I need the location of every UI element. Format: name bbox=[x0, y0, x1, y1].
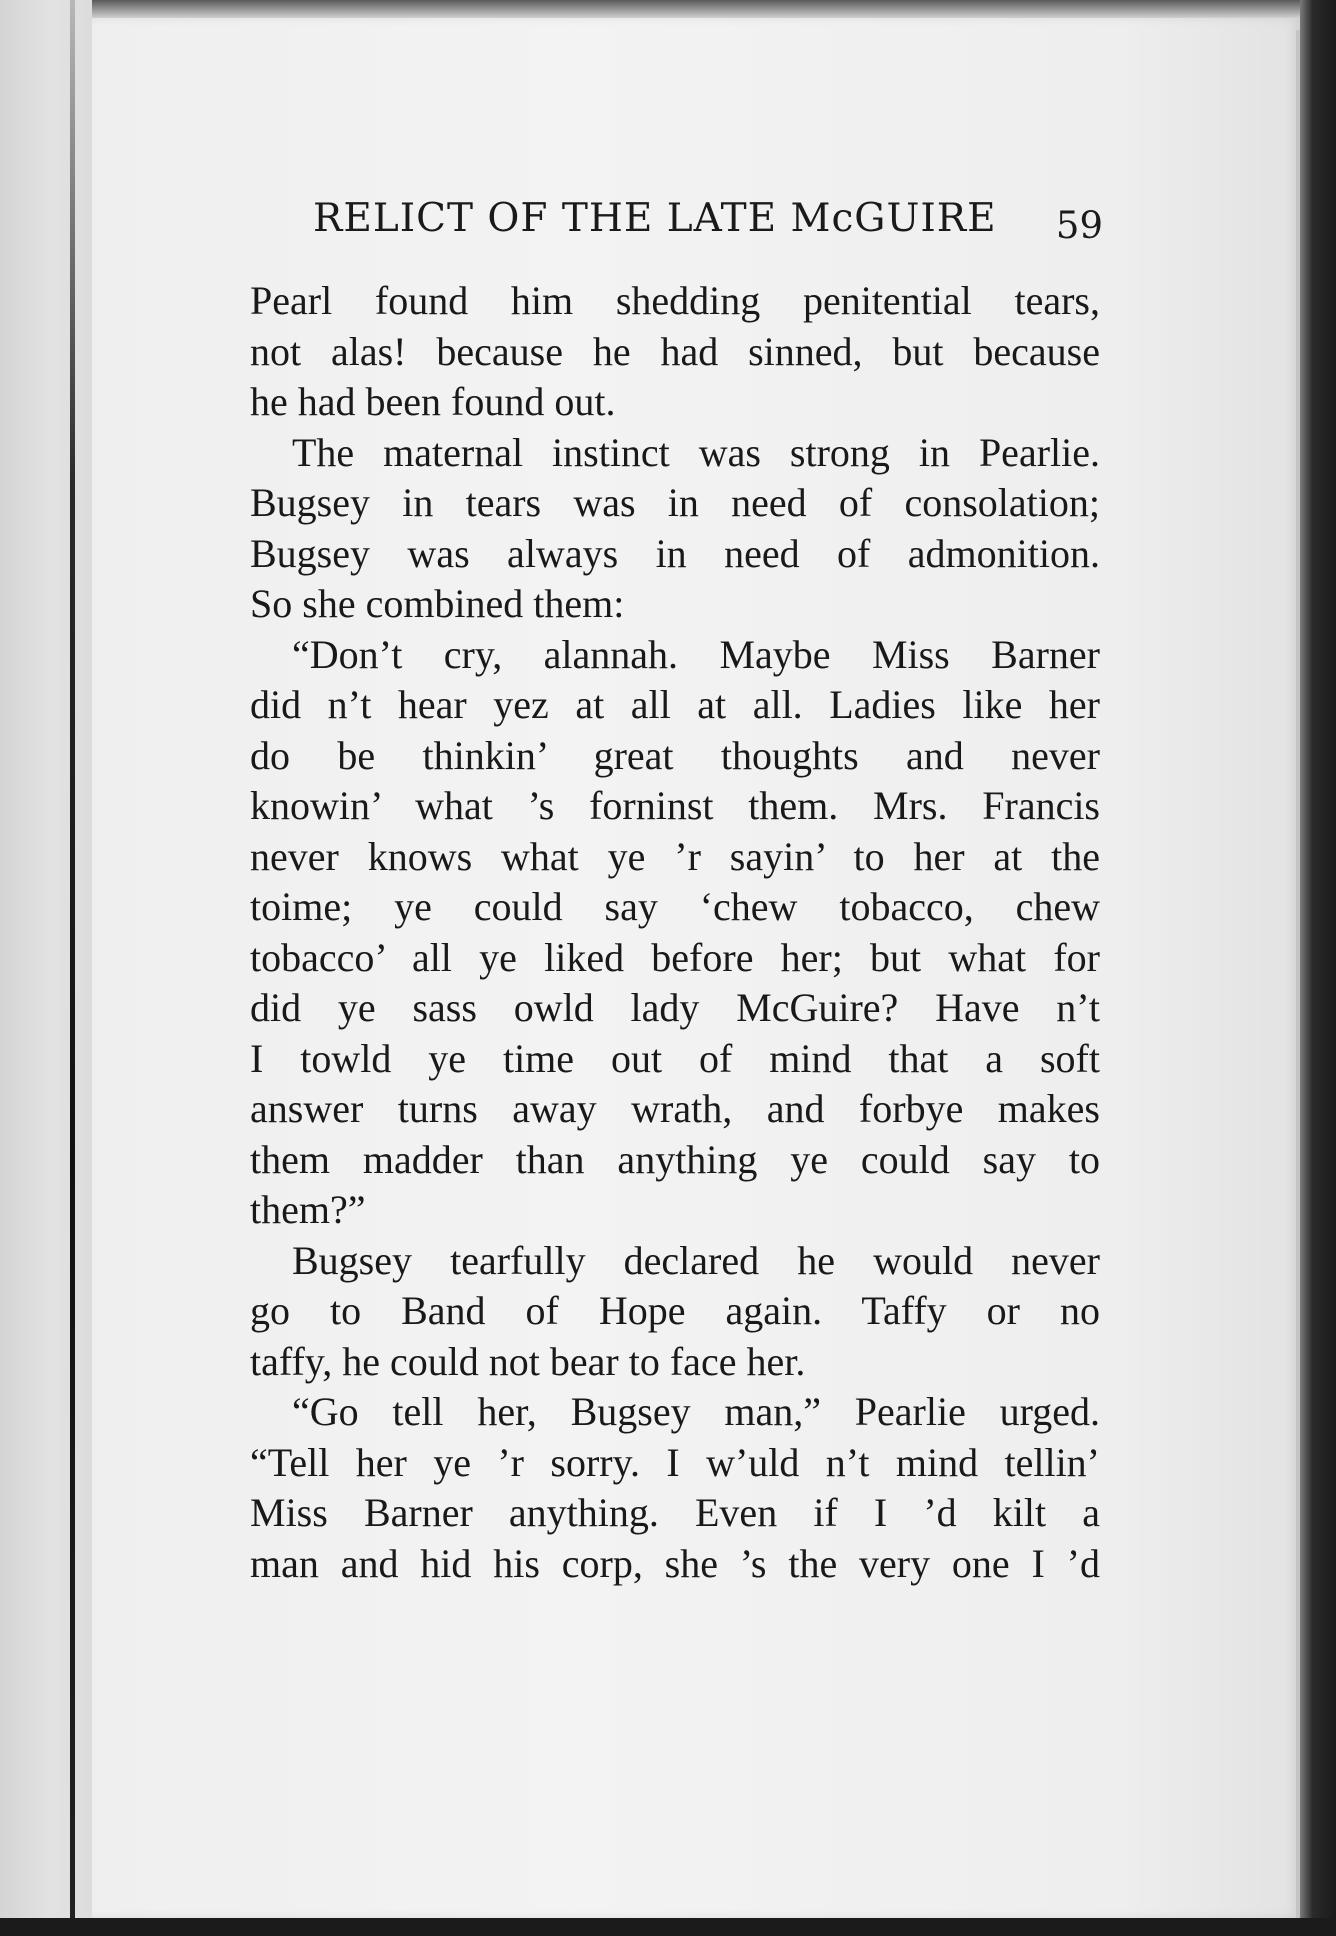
text-line: tobacco’ all ye liked before her; but what for bbox=[250, 934, 1100, 980]
text-line: go to Band of Hope again. Taffy or no bbox=[250, 1288, 1100, 1333]
text-line: “Go tell her, Bugsey man,” Pearlie urged. bbox=[292, 1389, 1100, 1434]
text-line: Bugsey was always in need of admonition. bbox=[250, 530, 1100, 576]
text-line: The maternal instinct was strong in Pearlie. bbox=[292, 429, 1100, 475]
text-line: taffy, he could not bear to face her. bbox=[250, 1338, 806, 1384]
text-line: he had been found out. bbox=[250, 379, 616, 424]
text-line: them madder than anything ye could say to bbox=[250, 1136, 1100, 1182]
text-line: did n’t hear yez at all at all. Ladies like her bbox=[250, 682, 1100, 727]
text-line: Miss Barner anything. Even if I ’d kilt a bbox=[250, 1490, 1100, 1535]
text-line: Bugsey in tears was in need of consolation; bbox=[250, 480, 1100, 525]
text-line: do be thinkin’ great thoughts and never bbox=[250, 732, 1100, 778]
page-number: 59 bbox=[1055, 204, 1103, 247]
text-line: “Tell her ye ’r sorry. I w’uld n’t mind tellin’ bbox=[250, 1439, 1100, 1485]
running-title: RELICT OF THE LATE McGUIRE bbox=[313, 196, 997, 241]
binding-edge bbox=[1300, 0, 1336, 1936]
text-line: Bugsey tearfully declared he would never bbox=[292, 1237, 1100, 1283]
text-line: not alas! because he had sinned, but because bbox=[250, 328, 1100, 374]
top-edge bbox=[92, 0, 1336, 18]
text-line: toime; ye could say ‘chew tobacco, chew bbox=[250, 884, 1100, 929]
text-line: did ye sass owld lady McGuire? Have n’t bbox=[250, 985, 1100, 1030]
text-line: never knows what ye ’r sayin’ to her at the bbox=[250, 833, 1100, 879]
text-line: them?” bbox=[250, 1187, 366, 1232]
body-text bbox=[250, 276, 1100, 1589]
text-line: I towld ye time out of mind that a soft bbox=[250, 1035, 1100, 1081]
running-header bbox=[313, 196, 1103, 252]
text-line: Pearl found him shedding penitential tears, bbox=[250, 278, 1100, 323]
text-line: answer turns away wrath, and forbye makes bbox=[250, 1086, 1100, 1131]
bottom-edge bbox=[0, 1918, 1336, 1936]
text-line: knowin’ what ’s forninst them. Mrs. Francis bbox=[250, 783, 1100, 828]
text-line: So she combined them: bbox=[250, 581, 625, 626]
text-line: “Don’t cry, alannah. Maybe Miss Barner bbox=[292, 631, 1100, 677]
text-line: man and hid his corp, she ’s the very one I ’d bbox=[250, 1540, 1100, 1586]
gutter-shadow bbox=[70, 0, 75, 1936]
facing-page-edge bbox=[0, 0, 92, 1936]
